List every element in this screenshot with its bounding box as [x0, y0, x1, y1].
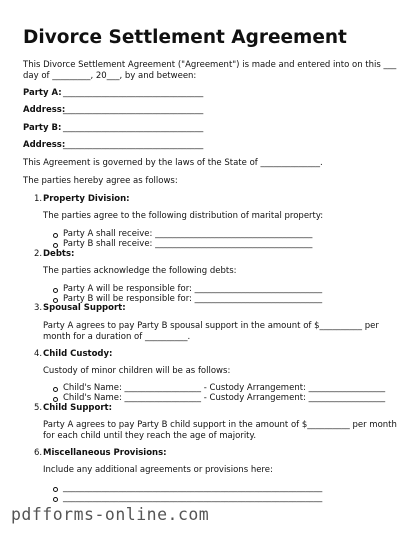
- agree-intro: The parties hereby agree as follows:: [23, 176, 178, 186]
- section-5-line-1: Party A agrees to pay Party B child support in the amount of $__________ per month: [43, 420, 397, 430]
- watermark: pdfforms-online.com: [11, 505, 210, 524]
- section-4-bullet-2[interactable]: Child's Name: __________________ - Custody Arrangement: __________________: [63, 393, 386, 403]
- section-1-number: 1.: [34, 194, 43, 204]
- section-6-heading: Miscellaneous Provisions:: [43, 448, 167, 458]
- bullet-icon: [53, 288, 58, 293]
- intro-line-1: This Divorce Settlement Agreement ("Agreement") is made and entered into on this ___: [23, 60, 397, 70]
- party-b-address-blank[interactable]: _________________________________: [63, 140, 204, 150]
- party-a-blank[interactable]: _________________________________: [63, 88, 204, 98]
- party-b-blank[interactable]: _________________________________: [63, 123, 204, 133]
- section-6-number: 6.: [34, 448, 43, 458]
- section-1-text: The parties agree to the following distribution of marital property:: [43, 211, 324, 221]
- bullet-icon: [53, 233, 58, 238]
- section-5-line-2: for each child until they reach the age of majority.: [43, 431, 257, 441]
- section-4-number: 4.: [34, 349, 43, 359]
- bullet-icon: [53, 487, 58, 492]
- section-5-heading: Child Support:: [43, 403, 112, 413]
- bullet-icon: [53, 497, 58, 502]
- section-2-text: The parties acknowledge the following debts:: [43, 266, 237, 276]
- section-3-line-1: Party A agrees to pay Party B spousal support in the amount of $__________ per: [43, 321, 379, 331]
- section-4-bullet-1[interactable]: Child's Name: __________________ - Custody Arrangement: __________________: [63, 383, 386, 393]
- intro-line-2: day of _________, 20___, by and between:: [23, 71, 197, 81]
- section-3-line-2: month for a duration of __________.: [43, 332, 191, 342]
- party-a-address-label: Address:: [23, 105, 66, 115]
- section-5-number: 5.: [34, 403, 43, 413]
- bullet-icon: [53, 397, 58, 402]
- document-title: Divorce Settlement Agreement: [23, 27, 347, 48]
- party-a-address-blank[interactable]: _________________________________: [63, 105, 204, 115]
- section-6-bullet-1[interactable]: _____________________________________________________________: [63, 483, 323, 493]
- section-6-text: Include any additional agreements or provisions here:: [43, 465, 273, 475]
- bullet-icon: [53, 243, 58, 248]
- party-b-address-label: Address:: [23, 140, 66, 150]
- party-a-label: Party A:: [23, 88, 62, 98]
- section-4-text: Custody of minor children will be as follows:: [43, 366, 231, 376]
- party-b-label: Party B:: [23, 123, 62, 133]
- section-2-bullet-1[interactable]: Party A will be responsible for: ______________________________: [63, 284, 323, 294]
- section-2-heading: Debts:: [43, 249, 75, 259]
- section-2-bullet-2[interactable]: Party B will be responsible for: ______________________________: [63, 294, 323, 304]
- section-2-number: 2.: [34, 249, 43, 259]
- section-3-number: 3.: [34, 303, 43, 313]
- section-6-bullet-2[interactable]: _____________________________________________________________: [63, 493, 323, 503]
- section-3-heading: Spousal Support:: [43, 303, 126, 313]
- section-4-heading: Child Custody:: [43, 349, 113, 359]
- governing-law: This Agreement is governed by the laws of the State of ______________.: [23, 158, 323, 168]
- section-1-bullet-1[interactable]: Party A shall receive: _____________________________________: [63, 229, 313, 239]
- section-1-heading: Property Division:: [43, 194, 130, 204]
- section-1-bullet-2[interactable]: Party B shall receive: _____________________________________: [63, 239, 313, 249]
- bullet-icon: [53, 387, 58, 392]
